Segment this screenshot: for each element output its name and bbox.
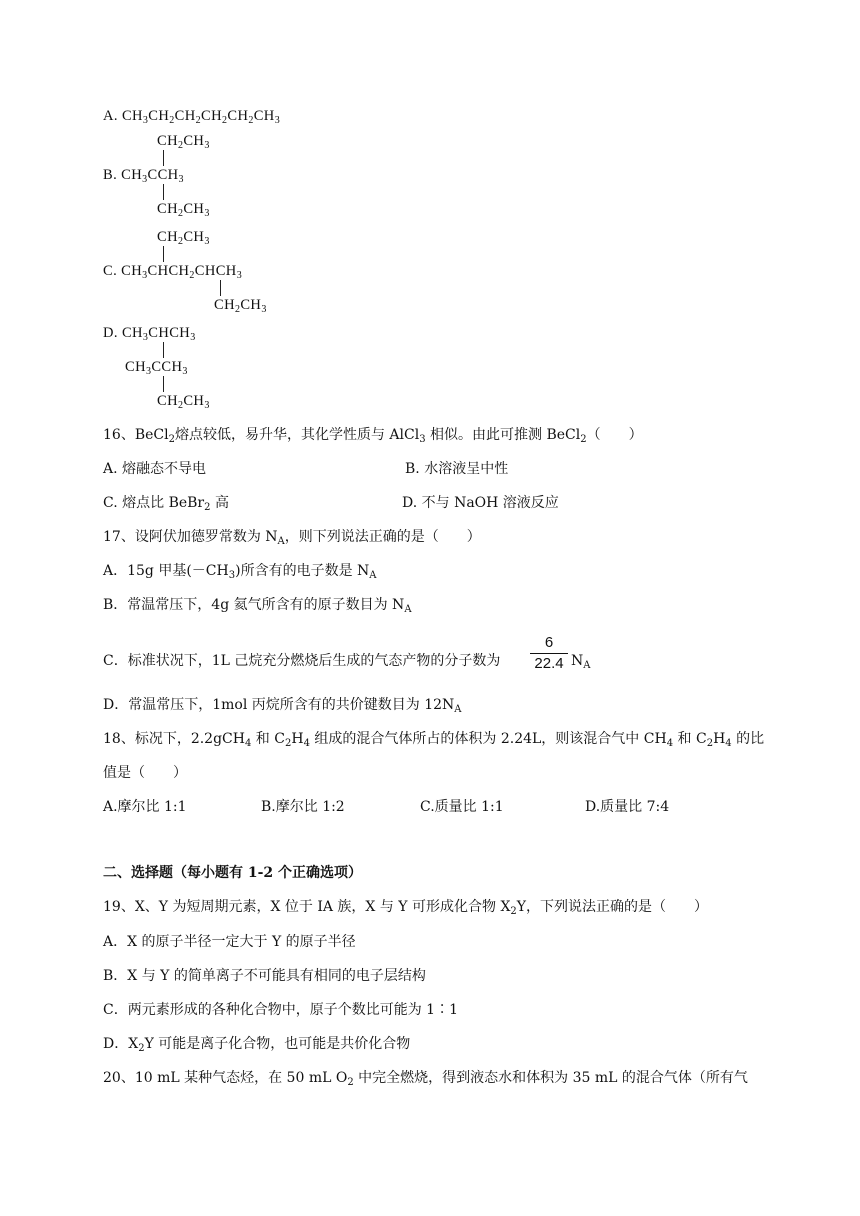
q15-option-d-line3: $CH_2CH_3$ xyxy=(157,393,210,411)
bond-line xyxy=(163,150,164,166)
q15-option-a-formula: $CH_3CH_2CH_2CH_2CH_2CH_3$ xyxy=(121,108,281,126)
bond-line xyxy=(163,246,164,262)
q15-option-c-main xyxy=(103,262,242,280)
q19-option-c: C．两元素形成的各种化合物中，原子个数比可能为 1∶1 xyxy=(103,1002,458,1018)
q16-stem: 16、BeCl$_2$熔点较低，易升华，其化学性质与 AlCl$_3$ 相似。由此可推测 BeCl$_2$（ ） xyxy=(103,427,643,445)
q18-stem-line1: 18、标况下，2.2gCH$_4$ 和 $C_2H_4$ 组成的混合气体所占的体积为 2.24L，则该混合气中 $CH_4$ 和 $C_2H_4$ 的比 xyxy=(103,731,765,749)
bond-line xyxy=(163,184,164,200)
q16-option-a: A. 熔融态不导电 xyxy=(103,461,207,477)
section-2-title: 二、选择题（每小题有 1-2 个正确选项） xyxy=(103,865,363,881)
q15-option-d-label: D. xyxy=(103,325,118,341)
q17-option-a: A．15g 甲基$(-CH_3)$所含有的电子数是 $N_A$ xyxy=(103,563,377,581)
q19-option-a: A．X 的原子半径一定大于 Y 的原子半径 xyxy=(103,934,356,950)
q16-option-b: B. 水溶液呈中性 xyxy=(405,461,509,477)
bond-line xyxy=(163,342,164,358)
bond-line xyxy=(220,280,221,296)
q17-option-c-fraction xyxy=(530,634,568,673)
q15-option-c-top: $CH_2CH_3$ xyxy=(157,229,210,247)
fraction-bar xyxy=(530,653,568,654)
q17-option-d: D．常温常压下，1mol 丙烷所含有的共价键数目为 $12N_A$ xyxy=(103,697,462,715)
q20-stem: 20、10 mL 某种气态烃，在 50 mL $O_2$ 中完全燃烧，得到液态水和体积为 35 mL 的混合气体（所有气 xyxy=(103,1070,748,1088)
bond-line xyxy=(163,376,164,392)
q18-option-a: A.摩尔比 1:1 xyxy=(103,799,187,815)
q16-option-d: D. 不与 NaOH 溶液反应 xyxy=(402,495,559,511)
q17-option-c-unit: $N_A$ xyxy=(571,653,591,671)
q15-option-b-bottom: $CH_2CH_3$ xyxy=(157,201,210,219)
q17-stem: 17、设阿伏加德罗常数为 $N_A$，则下列说法正确的是（ ） xyxy=(103,529,481,547)
q15-option-c-formula: $CH_3CHCH_2CHCH_3$ xyxy=(121,263,243,281)
q15-option-d-formula-1: $CH_3CHCH_3$ xyxy=(121,325,196,343)
q15-option-b-main xyxy=(103,166,184,184)
q15-option-d-line1 xyxy=(103,324,196,342)
fraction-numerator: 6 xyxy=(544,634,554,651)
q17-option-c-text: C．标准状况下，1L 己烷充分燃烧后生成的气态产物的分子数为 xyxy=(103,653,501,669)
q18-option-d: D.质量比 7:4 xyxy=(585,799,670,815)
q17-option-b: B．常温常压下，4g 氦气所含有的原子数目为 $N_A$ xyxy=(103,597,412,615)
q18-option-c: C.质量比 1:1 xyxy=(420,799,504,815)
q15-option-b-label: B. xyxy=(103,167,118,183)
q16-option-c: C. 熔点比 BeBr$_2$ 高 xyxy=(103,495,229,513)
q15-option-a xyxy=(103,107,280,125)
q15-option-b-formula: $CH_3CCH_3$ xyxy=(121,167,184,185)
q15-option-c-bottom: $CH_2CH_3$ xyxy=(214,297,267,315)
q19-option-d: D．$X_2Y$ 可能是离子化合物，也可能是共价化合物 xyxy=(103,1036,411,1054)
fraction-denominator: 22.4 xyxy=(534,655,564,672)
q15-option-d-line2: $CH_3CCH_3$ xyxy=(125,359,188,377)
q15-option-c-label: C. xyxy=(103,263,118,279)
q15-option-b-top: $CH_2CH_3$ xyxy=(157,133,210,151)
q19-option-b: B．X 与 Y 的简单离子不可能具有相同的电子层结构 xyxy=(103,968,426,984)
q19-stem: 19、X、Y 为短周期元素，X 位于 IA 族，X 与 Y 可形成化合物 $X_2Y$，下列说法正确的是（ ） xyxy=(103,899,709,917)
q18-stem-line2: 值是（ ） xyxy=(103,765,187,781)
q15-option-a-label: A. xyxy=(103,108,118,124)
q18-option-b: B.摩尔比 1:2 xyxy=(261,799,345,815)
